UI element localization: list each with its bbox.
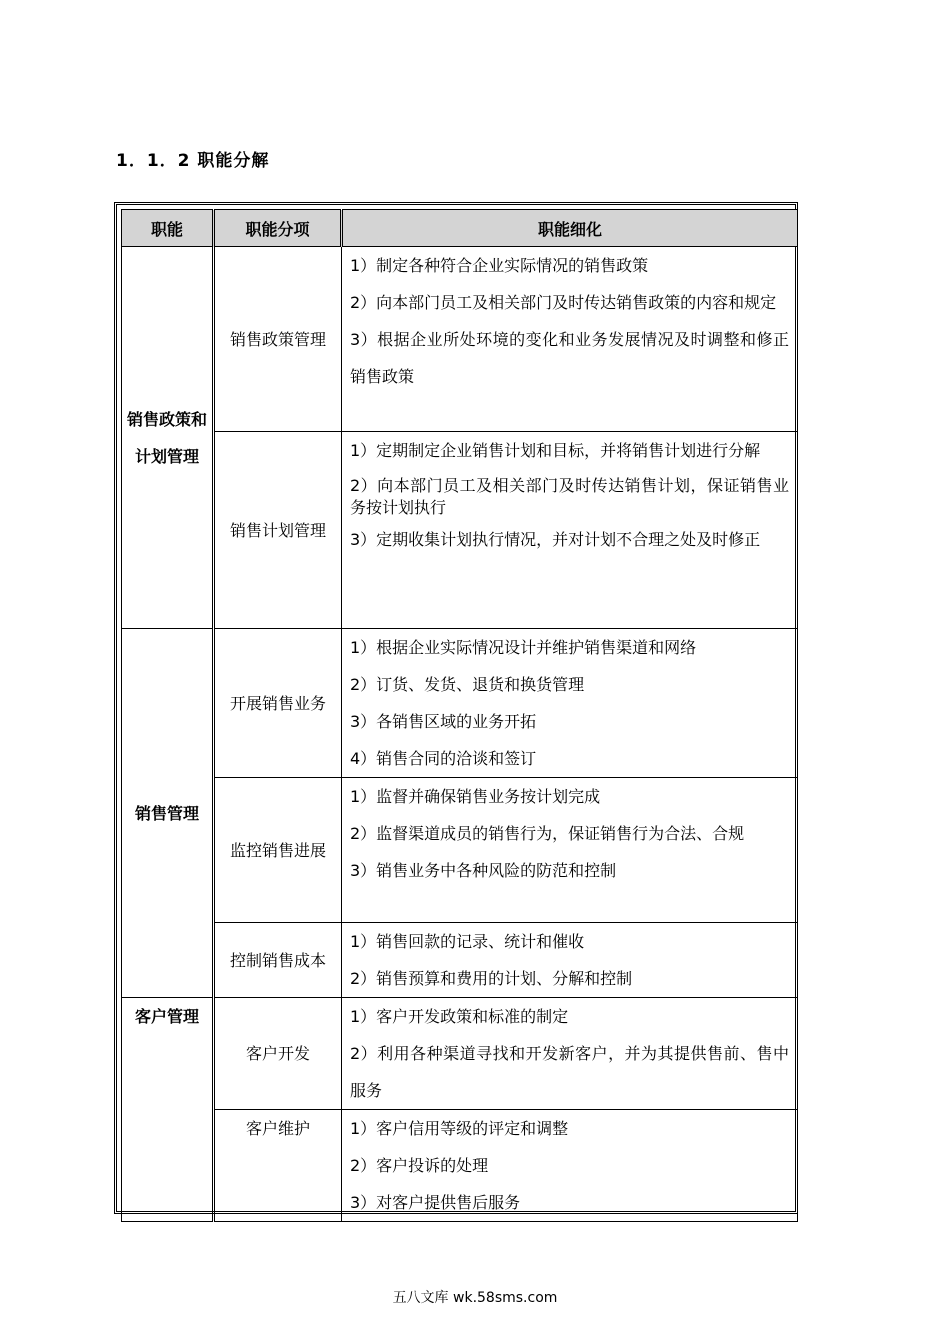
sub-function-cell: 客户开发 xyxy=(214,998,342,1110)
detail-line: 2）销售预算和费用的计划、分解和控制 xyxy=(350,969,633,988)
detail-line: 1）销售回款的记录、统计和催收 xyxy=(350,932,585,951)
details-cell xyxy=(342,778,798,923)
footer-watermark: 五八文库 wk.58sms.com xyxy=(392,1290,558,1306)
detail-line: 2）订货、发货、退货和换货管理 xyxy=(350,675,585,694)
table-row xyxy=(122,778,798,923)
header-sub-function: 职能分项 xyxy=(214,210,342,247)
detail-line: 2）客户投诉的处理 xyxy=(350,1156,489,1175)
table-row xyxy=(122,629,798,778)
details-cell xyxy=(342,998,798,1110)
details-cell xyxy=(342,432,798,629)
detail-line: 1）监督并确保销售业务按计划完成 xyxy=(350,787,601,806)
sub-function-cell: 控制销售成本 xyxy=(214,923,342,998)
detail-line: 2）监督渠道成员的销售行为，保证销售行为合法、合规 xyxy=(350,824,745,843)
detail-line: 1）定期制定企业销售计划和目标，并将销售计划进行分解 xyxy=(350,441,761,460)
detail-line: 3）各销售区域的业务开拓 xyxy=(350,712,537,731)
details-cell xyxy=(342,247,798,432)
detail-line: 3）销售业务中各种风险的防范和控制 xyxy=(350,861,617,880)
detail-line: 2）向本部门员工及相关部门及时传达销售政策的内容和规定 xyxy=(350,293,777,312)
detail-line: 2）向本部门员工及相关部门及时传达销售计划，保证销售业务按计划执行 xyxy=(350,476,789,517)
function-table-frame xyxy=(114,202,798,1214)
table-row xyxy=(122,247,798,432)
table-header-row xyxy=(122,210,798,247)
detail-line: 3）定期收集计划执行情况，并对计划不合理之处及时修正 xyxy=(350,530,761,549)
details-cell xyxy=(342,629,798,778)
table-row xyxy=(122,923,798,998)
function-cell: 销售管理 xyxy=(122,629,214,998)
sub-function-cell: 开展销售业务 xyxy=(214,629,342,778)
function-cell: 客户管理 xyxy=(122,998,214,1222)
sub-function-cell: 销售计划管理 xyxy=(214,432,342,629)
detail-line: 3）根据企业所处环境的变化和业务发展情况及时调整和修正销售政策 xyxy=(350,330,789,386)
detail-line: 2）利用各种渠道寻找和开发新客户，并为其提供售前、售中服务 xyxy=(350,1044,789,1100)
table-row xyxy=(122,432,798,629)
detail-line: 1）制定各种符合企业实际情况的销售政策 xyxy=(350,256,649,275)
function-cell: 销售政策和计划管理 xyxy=(122,247,214,629)
table-row xyxy=(122,1110,798,1222)
details-cell xyxy=(342,923,798,998)
function-table xyxy=(121,209,798,1222)
detail-line: 3）对客户提供售后服务 xyxy=(350,1193,521,1212)
sub-function-cell: 客户维护 xyxy=(214,1110,342,1222)
table-row xyxy=(122,998,798,1110)
detail-line: 1）客户开发政策和标准的制定 xyxy=(350,1007,569,1026)
details-cell xyxy=(342,1110,798,1222)
header-details: 职能细化 xyxy=(342,210,798,247)
sub-function-cell: 监控销售进展 xyxy=(214,778,342,923)
section-heading: 1．1．2 职能分解 xyxy=(116,151,270,171)
sub-function-cell: 销售政策管理 xyxy=(214,247,342,432)
header-function: 职能 xyxy=(122,210,214,247)
detail-line: 1）根据企业实际情况设计并维护销售渠道和网络 xyxy=(350,638,697,657)
detail-line: 1）客户信用等级的评定和调整 xyxy=(350,1119,569,1138)
detail-line: 4）销售合同的洽谈和签订 xyxy=(350,749,537,768)
